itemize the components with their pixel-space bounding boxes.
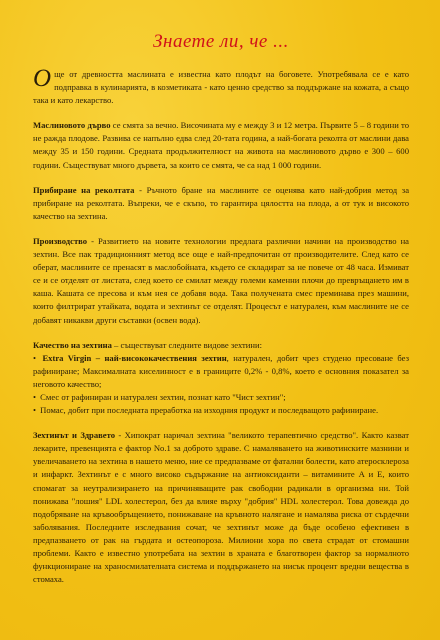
harvest-heading: Прибиране на реколтата	[33, 184, 135, 195]
production-paragraph	[33, 235, 409, 327]
list-item-text: Помас, добит при последната преработка на изходния продукт и последващото рафиниране.	[40, 405, 379, 416]
bullet-icon: •	[33, 352, 37, 363]
list-item-bold: Extra Virgin – най-висококачествения зехтин	[42, 352, 227, 363]
harvest-text: - Ръчното бране на маслините се оценява като най-добрия метод за прибиране на реколтата. Въпреки, че е скъпо, то гарантира цялостта на плода, а от тук и високото качество на зехтина.	[33, 184, 410, 221]
page-title: Знаете ли, че ...	[153, 31, 289, 52]
intro-text: ще от древността маслината е известна като плодът на боговете. Употребявала се е като подправка в кулинарията, в козметиката - като ценно средство за поддържане на кожата, а също така и като лекарство.	[33, 69, 409, 106]
quality-list	[33, 352, 409, 417]
list-item	[33, 352, 409, 391]
harvest-paragraph	[33, 184, 409, 223]
tree-heading: Маслиновото дърво	[33, 120, 111, 131]
tree-text: се смята за вечно. Височината му е между 3 и 12 метра. Първите 5 – 8 години то не ражда плодове. Развива се напълно едва след 20-тата година, а най-богата реколта от маслини дава между 35 и 150 години. Средната продължителност на живота на маслиновото дърво е 300 – 600 години. Съществуват много дървета, за които се смята, че са над 1 000 години.	[33, 120, 409, 170]
quality-intro: – съществуват следните видове зехтини:	[111, 339, 262, 350]
drop-cap: О	[33, 65, 52, 92]
production-heading: Производство	[33, 235, 88, 246]
quality-heading: Качество на зехтина	[33, 339, 112, 350]
health-text: - Хипократ наричал зехтина "великото терапевтично средство". Както казват лекарите, превенцията е фактор No.1 за доброто здраве. С намаляването на животинските мазнини и увеличаването на зехтина в нашето меню, ние се предпазваме от фатални болести, като атеросклероза и инфаркт. Зехтинът е с много високо съдържание на антиоксиданти – витамините А и Е, които спомагат за неутрализирането на причиняващите рак свободни радикали в организма ни. Той понижава "лошия" LDL холестерол, без да влияе върху "добрия" HDL холестерол. Това довежда до подобряване на кръвообръщението, понижаване на кръвното налягане и намалява риска от сърдечни заболявания. Последните изследвания сочат, че зехтинът може да бъде особено ефективен в предпазването от рак на гърдата и остеопороза. Милиони хора по света страдат от стомашни проблеми. Както е известно употребата на зехтин в храната е благотворен фактор за нормалното функциониране на храносмилателната система и поддържането на нисък процент вредни вещества в стомаха.	[33, 430, 409, 585]
list-item-text: , натурален, добит чрез студено пресоване без рафиниране; Максималната киселинност е в границите 0,2% - 0,8%, което е основния показател за неговото качество;	[33, 352, 409, 389]
intro-paragraph	[33, 65, 409, 107]
list-item	[33, 404, 409, 417]
list-item	[33, 391, 409, 404]
production-text: - Развитието на новите технологии предлага различни начини на производство на зехтин. Все пак традиционният метод все още е най-предпочитан от производителите. След като се оберат, маслините се пренасят в маслобойната, където се складират за не повече от 48 часа. Измиват се и се отделят от листата, след което се смилат между големи каменни плочи до превръщането им в каша. Кашата се пресова и към нея се добавя вода. Така получената смес преминава през машини, които филтрират утайката, водата и зехтинът се отделят. Процесът е натурален, към маслините не се добавят никакви други съставки (освен вода).	[33, 235, 409, 325]
health-paragraph	[33, 429, 409, 586]
bullet-icon: •	[33, 391, 37, 402]
tree-paragraph	[33, 119, 409, 171]
quality-paragraph	[33, 339, 409, 352]
health-heading: Зехтинът и Здравето	[33, 430, 115, 441]
bullet-icon: •	[33, 405, 37, 416]
list-item-text: Смес от рафиниран и натурален зехтин, познат като "Чист зехтин";	[40, 391, 286, 402]
